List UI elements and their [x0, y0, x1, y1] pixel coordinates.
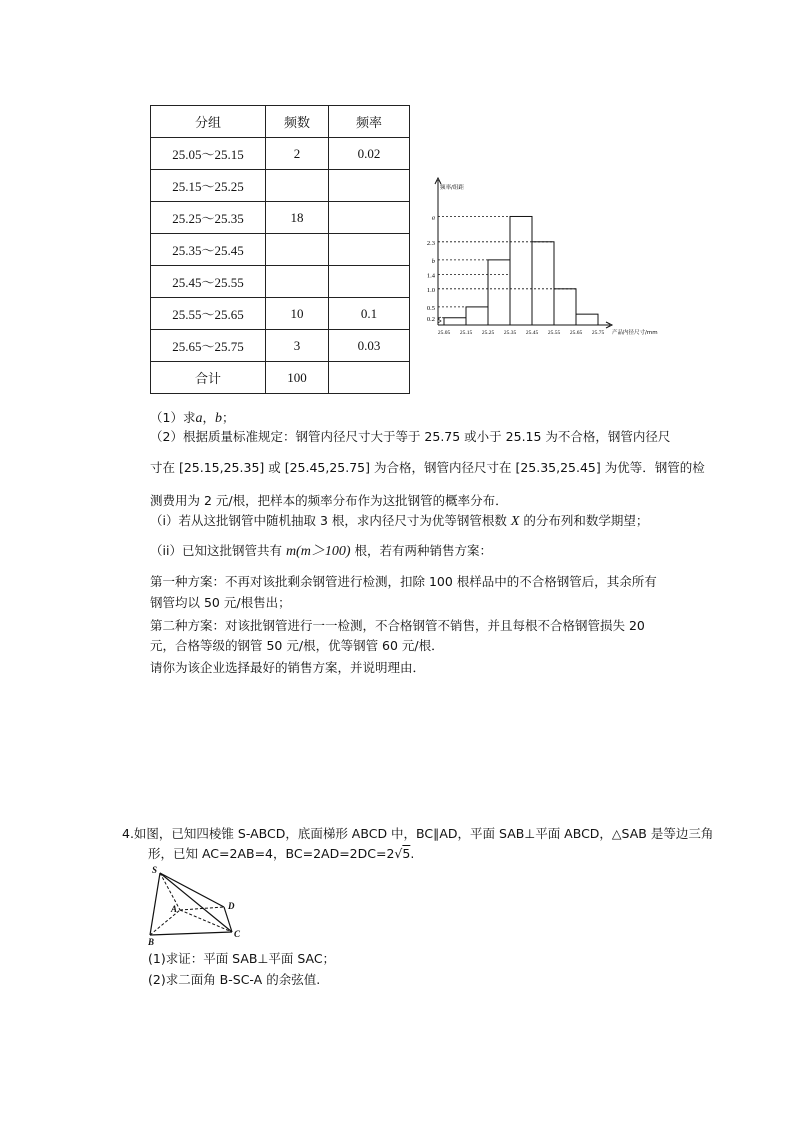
table-cell [329, 170, 410, 202]
table-row [151, 362, 410, 394]
table-cell [266, 266, 329, 298]
table-row [151, 170, 410, 202]
table-row [151, 330, 410, 362]
frequency-table [150, 105, 410, 394]
table-cell: 25.05～25.15 [151, 138, 266, 170]
table-cell: 25.15～25.25 [151, 170, 266, 202]
table-cell [329, 362, 410, 394]
question-2-i: （i）若从这批钢管中随机抽取 3 根，求内径尺寸为优等钢管根数 X 的分布列和数学期望； [150, 513, 649, 529]
question-2-line-1: （2）根据质量标准规定：钢管内径尺寸大于等于 25.75 或小于 25.15 为不合格，钢管内径尺 [150, 429, 671, 444]
question-2-ii: （ii）已知这批钢管共有 m(m＞100) 根，若有两种销售方案： [150, 543, 492, 559]
table-cell: 18 [266, 202, 329, 234]
question-2-line-2: 寸在 [25.15,25.35] 或 [25.45,25.75] 为合格，钢管内径尺寸在 [25.35,25.45] 为优等．钢管的检 [150, 460, 705, 475]
x-tick-label: 25.15 [459, 330, 473, 336]
histogram-bar [576, 314, 598, 325]
table-cell: 10 [266, 298, 329, 330]
problem-4-line-1: 4.如图，已知四棱锥 S-ABCD，底面梯形 ABCD 中，BC∥AD，平面 SAB⊥平面 ABCD，△SAB 是等边三角 [122, 826, 714, 841]
histogram-bar [488, 260, 510, 325]
table-row [151, 234, 410, 266]
table-cell: 0.02 [329, 138, 410, 170]
problem-4-line-2: 形，已知 AC=2AB=4，BC=2AD=2DC=2√5. [148, 846, 415, 861]
y-tick-label: a [431, 214, 435, 222]
table-header-cell: 频率 [329, 106, 410, 138]
sqrt-symbol: √ [394, 846, 403, 861]
table-cell [329, 202, 410, 234]
y-tick-label: 1.4 [426, 272, 435, 280]
label-C: C [234, 929, 241, 939]
histogram-axes [435, 178, 612, 328]
table-row [151, 202, 410, 234]
table-cell: 25.35～25.45 [151, 234, 266, 266]
edge-AC [180, 910, 232, 932]
problem-4-sub-1: (1)求证：平面 SAB⊥平面 SAC； [148, 951, 336, 966]
table-header-row [151, 106, 410, 138]
y-tick-label: b [431, 257, 435, 265]
x-tick-label: 25.75 [591, 330, 605, 336]
question-2-line-3: 测费用为 2 元/根，把样本的频率分布作为这批钢管的概率分布． [150, 493, 508, 508]
label-A: A [171, 904, 178, 914]
x-tick-label: 25.65 [569, 330, 583, 336]
plan-1-line-2: 钢管均以 50 元/根售出； [150, 595, 291, 610]
histogram-labels [427, 183, 658, 336]
table-cell: 合计 [151, 362, 266, 394]
plan-2-line-1: 第二种方案：对该批钢管进行一一检测，不合格钢管不销售，并且每根不合格钢管损失 20 [150, 618, 645, 633]
table-cell [266, 234, 329, 266]
histogram-bar [466, 307, 488, 325]
table-cell: 2 [266, 138, 329, 170]
histogram-bar [554, 289, 576, 325]
problem-4-sub-2: (2)求二面角 B-SC-A 的余弦值. [148, 972, 321, 987]
x-tick-label: 25.05 [437, 330, 451, 336]
table-header-cell: 分组 [151, 106, 266, 138]
y-tick-label: 0.5 [426, 304, 435, 312]
table-cell: 25.65～25.75 [151, 330, 266, 362]
table-cell: 100 [266, 362, 329, 394]
table-row [151, 138, 410, 170]
table-row [151, 298, 410, 330]
y-tick-label: 2.3 [426, 239, 435, 247]
table-cell: 25.45～25.55 [151, 266, 266, 298]
table-cell [266, 170, 329, 202]
histogram-bars [444, 216, 598, 325]
plan-2-line-2: 元，合格等级的钢管 50 元/根，优等钢管 60 元/根． [150, 638, 444, 653]
x-axis-title: 产品内径尺寸/mm [612, 330, 658, 336]
table-row [151, 266, 410, 298]
table-cell: 0.1 [329, 298, 410, 330]
pyramid-figure [148, 865, 243, 945]
label-D: D [228, 901, 235, 911]
histogram-bar [510, 216, 532, 325]
table-cell: 25.25～25.35 [151, 202, 266, 234]
label-B: B [148, 937, 155, 945]
x-tick-label: 25.25 [481, 330, 495, 336]
y-axis-title: 频率/组距 [440, 185, 464, 191]
edge-SB [150, 873, 160, 935]
question-1: （1）求a，b； [150, 410, 235, 426]
x-tick-label: 25.55 [547, 330, 561, 336]
x-tick-label: 25.45 [525, 330, 539, 336]
table-header-cell: 频数 [266, 106, 329, 138]
table-cell [329, 234, 410, 266]
y-tick-label: 0.2 [426, 315, 435, 323]
table-cell: 0.03 [329, 330, 410, 362]
y-tick-label: 1.0 [426, 286, 435, 294]
plan-1-line-1: 第一种方案：不再对该批剩余钢管进行检测，扣除 100 根样品中的不合格钢管后，其余所有 [150, 574, 657, 589]
table-cell: 25.55～25.65 [151, 298, 266, 330]
edge-SC [160, 873, 232, 932]
edge-BC [150, 932, 232, 935]
histogram-bar [532, 242, 554, 325]
table-cell [329, 266, 410, 298]
label-S: S [152, 865, 158, 875]
histogram-bar [444, 318, 466, 325]
edge-SD [160, 873, 224, 907]
table-cell: 3 [266, 330, 329, 362]
x-tick-label: 25.35 [503, 330, 517, 336]
histogram-guides [438, 216, 576, 317]
closing-instruction: 请你为该企业选择最好的销售方案，并说明理由． [150, 660, 426, 675]
frequency-histogram [418, 170, 658, 340]
